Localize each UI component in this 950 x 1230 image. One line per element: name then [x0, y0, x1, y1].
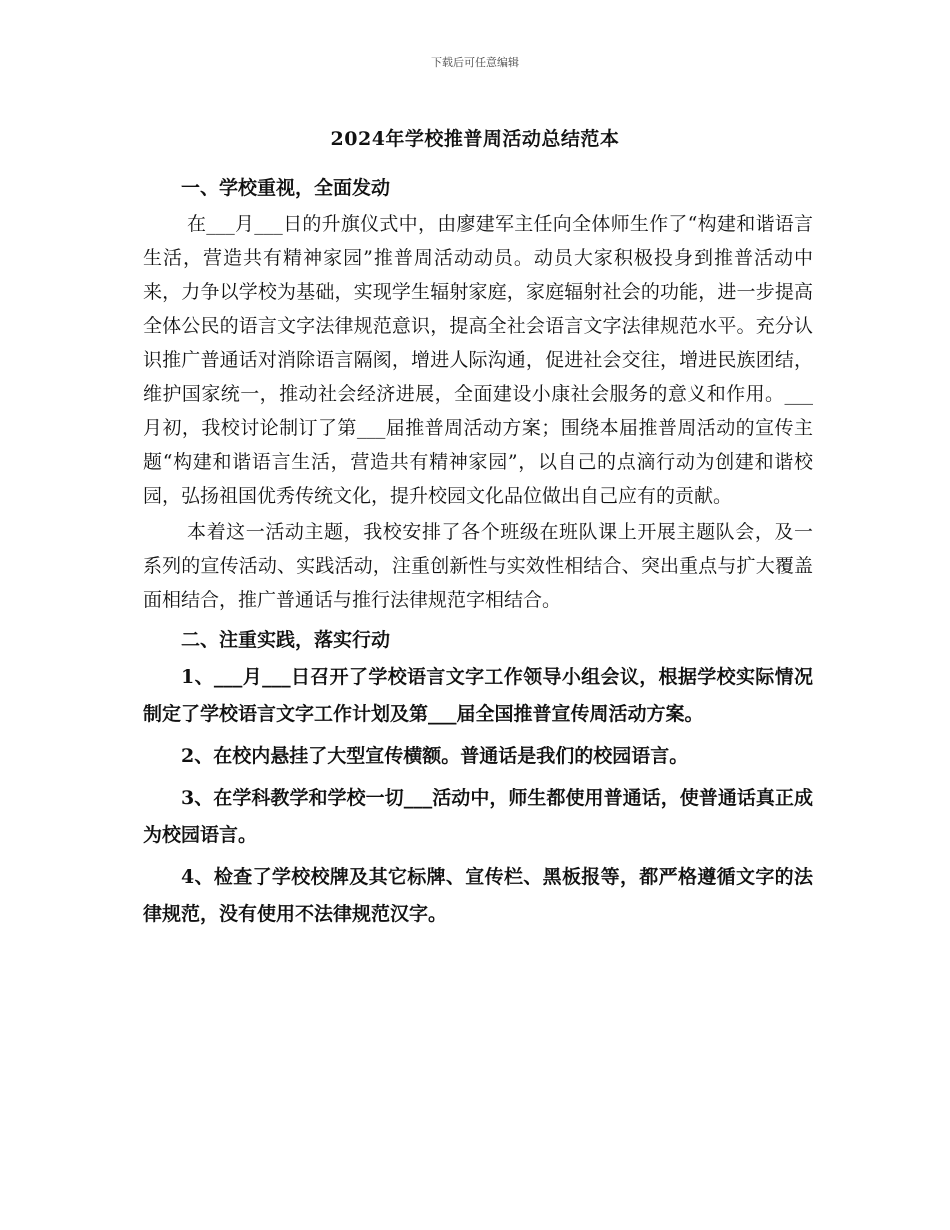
section-2-item-4: [143, 859, 813, 933]
section-2-item-3: [143, 780, 813, 854]
document-title: 2024年学校推普周活动总结范本: [330, 128, 620, 150]
header-note: 下载后可任意编辑: [431, 56, 519, 69]
section-2-item-1: [143, 659, 813, 733]
section-2-heading: 二、注重实践，落实行动: [181, 629, 391, 651]
section-1-paragraph-2: 本着这一活动主题，我校安排了各个班级在班队课上开展主题队会，及一系列的宣传活动、实践活动，注重创新性与实效性相结合、突出重点与扩大覆盖面相结合，推广普通话与推行法律规范字相结合。: [143, 521, 813, 611]
document-body: [143, 169, 813, 938]
section-2-item-2: [143, 738, 813, 775]
section-1-paragraph-1: 在___月___日的升旗仪式中，由廖建军主任向全体师生作了“构建和谐语言生活，营造共有精神家园”推普周活动动员。动员大家积极投身到推普活动中来，力争以学校为基础，实现学生辐射家庭，家庭辐射社会的功能，进一步提高全体公民的语言文字法律规范意识，提高全社会语言文字法律规范水平。充分认识推广普通话对消除语言隔阂，增进人际沟通，促进社会交往，增进民族团结，维护国家统一，推动社会经济进展，全面建设小康社会服务的意义和作用。___月初，我校讨论制订了第___届推普周活动方案；围绕本届推普周活动的宣传主题“构建和谐语言生活，营造共有精神家园”，以自己的点滴行动为创建和谐校园，弘扬祖国优秀传统文化，提升校园文化品位做出自己应有的贡献。: [143, 213, 813, 507]
section-2-item-1-text: 1、___月___日召开了学校语言文字工作领导小组会议，根据学校实际情况制定了学校语言文字工作计划及第___届全国推普宣传周活动方案。: [143, 666, 813, 725]
section-2-item-4-text: 4、检查了学校校牌及其它标牌、宣传栏、黑板报等，都严格遵循文字的法律规范，没有使用不法律规范汉字。: [143, 866, 813, 925]
section-2-item-2-text: 2、在校内悬挂了大型宣传横额。普通话是我们的校园语言。: [181, 745, 689, 767]
section-2-item-3-text: 3、在学科教学和学校一切___活动中，师生都使用普通话，使普通话真正成为校园语言。: [143, 787, 813, 846]
section-1-heading: 一、学校重视，全面发动: [181, 177, 391, 199]
